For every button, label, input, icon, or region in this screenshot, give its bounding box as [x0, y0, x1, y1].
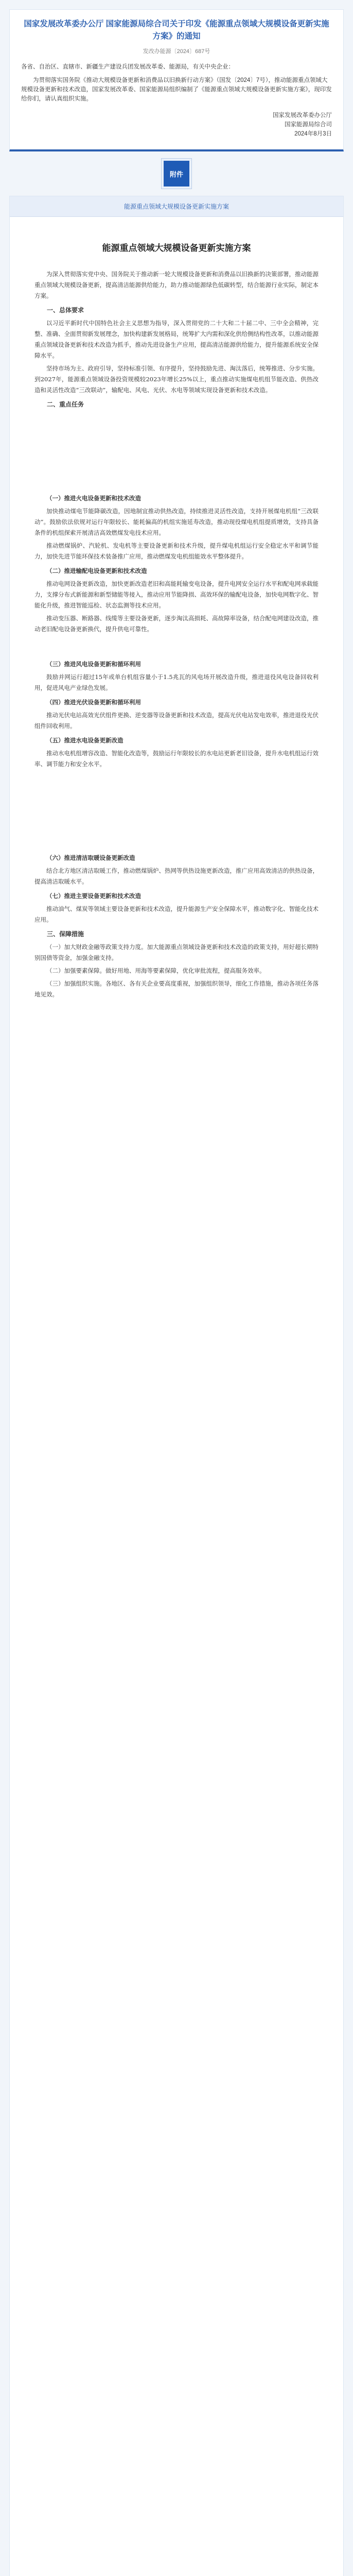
task-3-paragraph-1: 鼓励并网运行超过15年或单台机组容量小于1.5兆瓦的风电场开展改造升级，推进退役风电设备回收利用，促进风电产业绿色发展。	[34, 673, 319, 691]
task-5-paragraph-1: 推动水电机组增容改造、智能化改造等，鼓励运行年限较长的水电站更新老旧设备，提升水电机组运行效率、调节能力和安全水平。	[34, 750, 319, 768]
task-2-paragraph-1: 推动电网设备更新改造，加快更新改造老旧和高能耗输变电设备，提升电网安全运行水平和配电网承载能力，支撑分布式新能源和新型储能等接入，推动应用节能降损、高效环保的输配电设备，加快电网数字化、智能化升级，推进智能巡检、状态监测等技术应用。	[34, 580, 319, 609]
task-3-heading: （三）推进风电设备更新和循环利用	[46, 660, 141, 668]
section-1-heading: 一、总体要求	[47, 307, 84, 314]
attachment-document	[10, 217, 343, 1000]
intro-paragraph: 为深入贯彻落实党中央、国务院关于推动新一轮大规模设备更新和消费品以旧换新的决策部署，推动能源重点领域大规模设备更新，提高清洁能源供给能力，助力推动能源绿色低碳转型，结合能源行业实际，制定本方案。	[34, 270, 319, 299]
signature-org-1: 国家发展改革委办公厅	[273, 112, 332, 118]
attachment-header: 能源重点领域大规模设备更新实施方案	[10, 196, 343, 217]
task-1-paragraph-1: 加快推动煤电节能降碳改造，因地制宜推动供热改造，持续推进灵活性改造，支持开展煤电机组“三改联动”。鼓励依法依规对运行年限较长、能耗偏高的机组实施延寿改造，推动现役煤电机组提质增效，支持具备条件的机组探索开展清洁高效燃煤发电技术应用。	[34, 507, 319, 536]
figure-placeholder	[34, 412, 319, 489]
task-6-heading: （六）推进清洁取暖设备更新改造	[46, 854, 135, 861]
signature-block	[21, 111, 332, 139]
task-2-paragraph-2: 推动变压器、断路器、线缆等主要设备更新，逐步淘汰高损耗、高故障率设备，结合配电网建设改造，推动老旧配电设备更新换代，提升供电可靠性。	[34, 615, 319, 633]
measure-3: （三）加强组织实施。各地区、各有关企业要高度重视，加强组织领导，细化工作措施，推动各项任务落地见效。	[34, 980, 319, 998]
section-1-paragraph-2: 坚持市场为主、政府引导，坚持标准引领、有序提升，坚持鼓励先进、淘汰落后，统筹推进、分步实施。到2027年，能源重点领域设备投资规模较2023年增长25%以上，重点推动实施煤电机组节能改造、供热改造和灵活性改造“三改联动”，输配电、风电、光伏、水电等领域实现设备更新和技术改造。	[34, 365, 319, 394]
recipients: 各省、自治区、直辖市、新疆生产建设兵团发展改革委、能源局，有关中央企业：	[21, 64, 234, 70]
notice-title: 国家发展改革委办公厅 国家能源局综合司关于印发《能源重点领域大规模设备更新实施方案》的通知	[24, 20, 329, 41]
document-title: 能源重点领域大规模设备更新实施方案	[102, 243, 251, 253]
notice-card	[9, 9, 344, 151]
task-1-heading: （一）推进火电设备更新和技术改造	[46, 495, 141, 502]
signature-org-2: 国家能源局综合司	[285, 122, 332, 128]
page	[0, 9, 353, 2576]
task-2-heading: （二）推进输配电设备更新和技术改造	[46, 567, 147, 574]
signature-date: 2024年8月3日	[294, 131, 332, 137]
section-1-paragraph-1: 以习近平新时代中国特色社会主义思想为指导，深入贯彻党的二十大和二十届二中、三中全会精神，完整、准确、全面贯彻新发展理念，加快构建新发展格局，统筹扩大内需和深化供给侧结构性改革，以推动能源重点领域设备更新和技术改造为抓手，推动先进设备生产应用，提高清洁能源供给能力，提升能源系统安全保障水平。	[34, 319, 319, 359]
attachment-panel	[9, 196, 344, 2576]
attachment-badge[interactable]: 附件	[162, 159, 191, 189]
section-3-heading: 三、保障措施	[47, 930, 84, 938]
notice-body: 为贯彻落实国务院《推动大规模设备更新和消费品以旧换新行动方案》（国发〔2024〕7号），推动能源重点领域大规模设备更新和技术改造，国家发展改革委、国家能源局组织编制了《能源重点领域大规模设备更新实施方案》，现印发给你们，请认真组织实施。	[21, 77, 332, 102]
task-5-heading: （五）推进水电设备更新改造	[46, 737, 123, 744]
task-7-paragraph-1: 推动油气、煤炭等领域主要设备更新和技术改造，提升能源生产安全保障水平，推动数字化、智能化技术应用。	[34, 905, 319, 923]
task-7-heading: （七）推进主要设备更新和技术改造	[46, 892, 141, 900]
document-number: 发改办能源〔2024〕687号	[143, 48, 210, 55]
measure-1: （一）加大财政金融等政策支持力度。加大能源重点领域设备更新和技术改造的政策支持，用好超长期特别国债等资金，加强金融支持。	[34, 943, 319, 961]
measure-2: （二）加强要素保障。做好用地、用海等要素保障，优化审批流程，提高服务效率。	[46, 967, 266, 974]
task-1-paragraph-2: 推动燃煤锅炉、汽轮机、发电机等主要设备更新和技术升级，提升煤电机组运行安全稳定水平和调节能力，加快先进节能环保技术装备推广应用，推动燃煤发电机组能效水平整体提升。	[34, 542, 319, 560]
section-2-heading: 二、重点任务	[47, 401, 84, 408]
task-6-paragraph-1: 结合北方地区清洁取暖工作，推动燃煤锅炉、热网等供热设施更新改造，推广应用高效清洁的供热设备，提高清洁取暖水平。	[34, 867, 319, 885]
task-4-paragraph-1: 推动光伏电站高效光伏组件更换、逆变器等设备更新和技术改造，提高光伏电站发电效率，推进退役光伏组件回收利用。	[34, 711, 319, 730]
attachment-badge-row	[0, 151, 353, 196]
task-4-heading: （四）推进光伏设备更新和循环利用	[46, 699, 141, 706]
